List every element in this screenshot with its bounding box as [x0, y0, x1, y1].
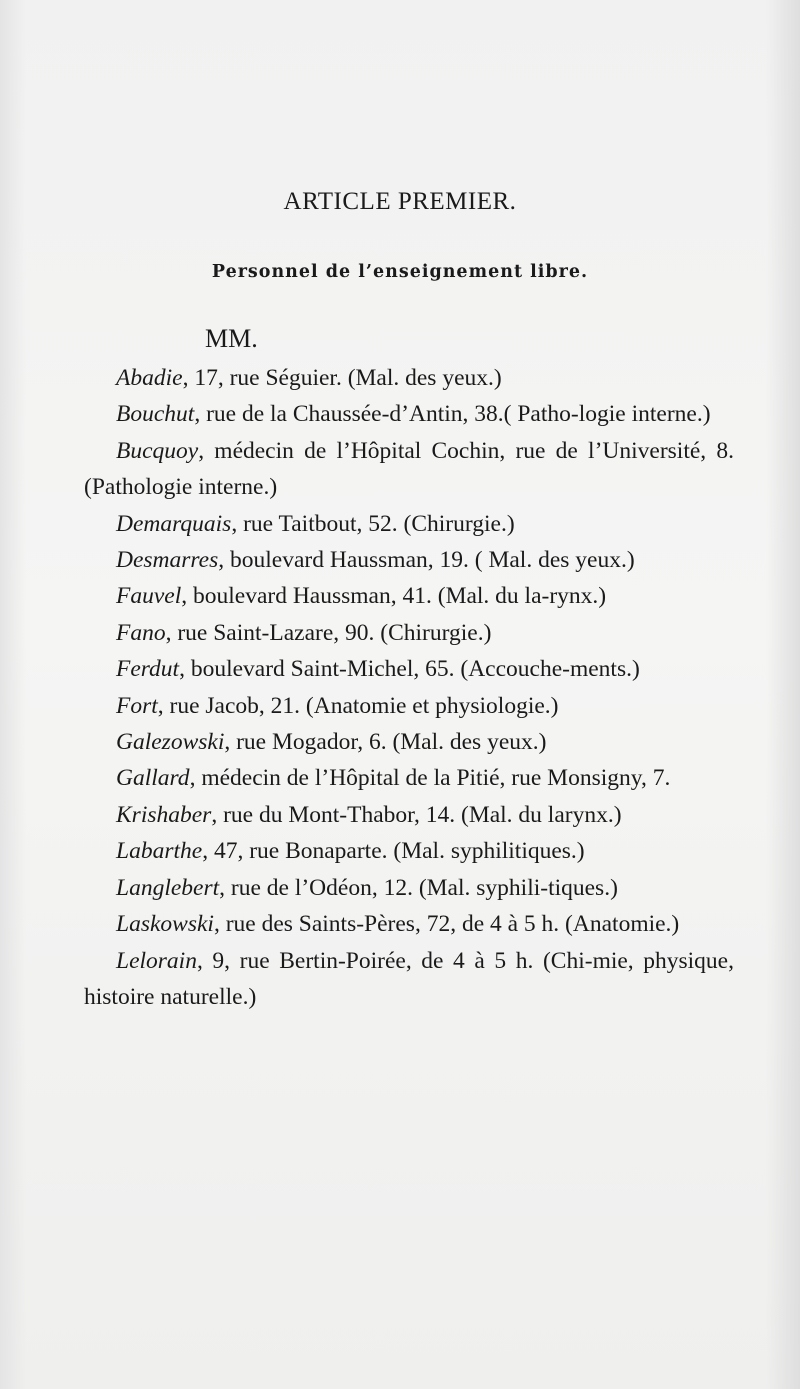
entry-details: , boulevard Haussman, 19. ( Mal. des yeux.)	[218, 547, 635, 574]
entry-details: , rue de la Chaussée-d’Antin, 38.( Patho-logie interne.)	[194, 401, 711, 428]
entry-name: Bucquoy	[116, 437, 199, 464]
article-heading: ARTICLE PREMIER.	[283, 188, 517, 215]
entry-name: Fano	[116, 619, 166, 646]
entry-details: , médecin de l’Hôpital Cochin, rue de l’Université, 8. (Pathologie interne.)	[84, 437, 734, 501]
list-item	[84, 943, 734, 1016]
list-item	[84, 433, 734, 506]
section-subheading: Personnel de l’enseignement libre.	[211, 262, 589, 282]
entry-details: , boulevard Saint-Michel, 65. (Accouche-ments.)	[179, 656, 640, 683]
list-item	[84, 870, 734, 906]
list-item	[84, 797, 734, 833]
list-item	[84, 396, 734, 432]
entry-name: Labarthe	[116, 838, 203, 865]
entry-details: , rue Mogador, 6. (Mal. des yeux.)	[224, 729, 547, 756]
entry-name: Abadie	[116, 365, 183, 391]
entry-details: , rue Taitbout, 52. (Chirurgie.)	[231, 510, 515, 537]
list-item	[84, 615, 734, 651]
list-item	[84, 833, 734, 869]
entry-name: Krishaber	[116, 801, 212, 828]
entry-name: Fauvel	[116, 583, 182, 610]
entry-name: Galezowski	[116, 729, 225, 756]
entry-name: Ferdut	[116, 656, 180, 683]
list-item	[84, 651, 734, 687]
entry-details: , rue Saint-Lazare, 90. (Chirurgie.)	[165, 619, 492, 646]
entry-name: Langlebert	[116, 874, 220, 901]
list-item	[84, 506, 734, 542]
entry-name: Desmarres	[116, 547, 219, 574]
entry-list	[84, 360, 734, 1015]
entry-name: Bouchut	[116, 401, 195, 428]
list-item	[84, 578, 734, 614]
entry-name: Fort	[116, 692, 158, 719]
list-item	[84, 688, 734, 724]
list-item	[84, 724, 734, 760]
entry-details: , 47, rue Bonaparte. (Mal. syphilitiques.)	[202, 838, 585, 865]
entry-details: , médecin de l’Hôpital de la Pitié, rue Monsigny, 7.	[189, 765, 671, 792]
entry-details: , rue de l’Odéon, 12. (Mal. syphili-tiques.)	[219, 874, 618, 901]
entry-details: , 9, rue Bertin-Poirée, de 4 à 5 h. (Chi-mie, physique, histoire naturelle.)	[84, 947, 734, 1010]
list-item	[84, 542, 734, 578]
list-item	[84, 360, 734, 396]
entry-details: , 17, rue Séguier. (Mal. des yeux.)	[182, 365, 502, 391]
entry-name: Laskowski	[116, 911, 214, 938]
entry-name: Demarquais	[116, 510, 232, 537]
entry-name: Gallard	[116, 765, 190, 792]
list-item	[84, 760, 734, 796]
entry-details: , rue Jacob, 21. (Anatomie et physiologie.)	[157, 692, 559, 719]
list-item	[84, 906, 734, 942]
entry-details: , rue du Mont-Thabor, 14. (Mal. du larynx.)	[211, 801, 622, 828]
salutation: MM.	[205, 324, 258, 353]
entry-details: , boulevard Haussman, 41. (Mal. du la-rynx.)	[181, 583, 607, 610]
entry-details: , rue des Saints-Pères, 72, de 4 à 5 h. (Anatomie.)	[213, 911, 680, 938]
entry-name: Lelorain	[116, 947, 197, 974]
